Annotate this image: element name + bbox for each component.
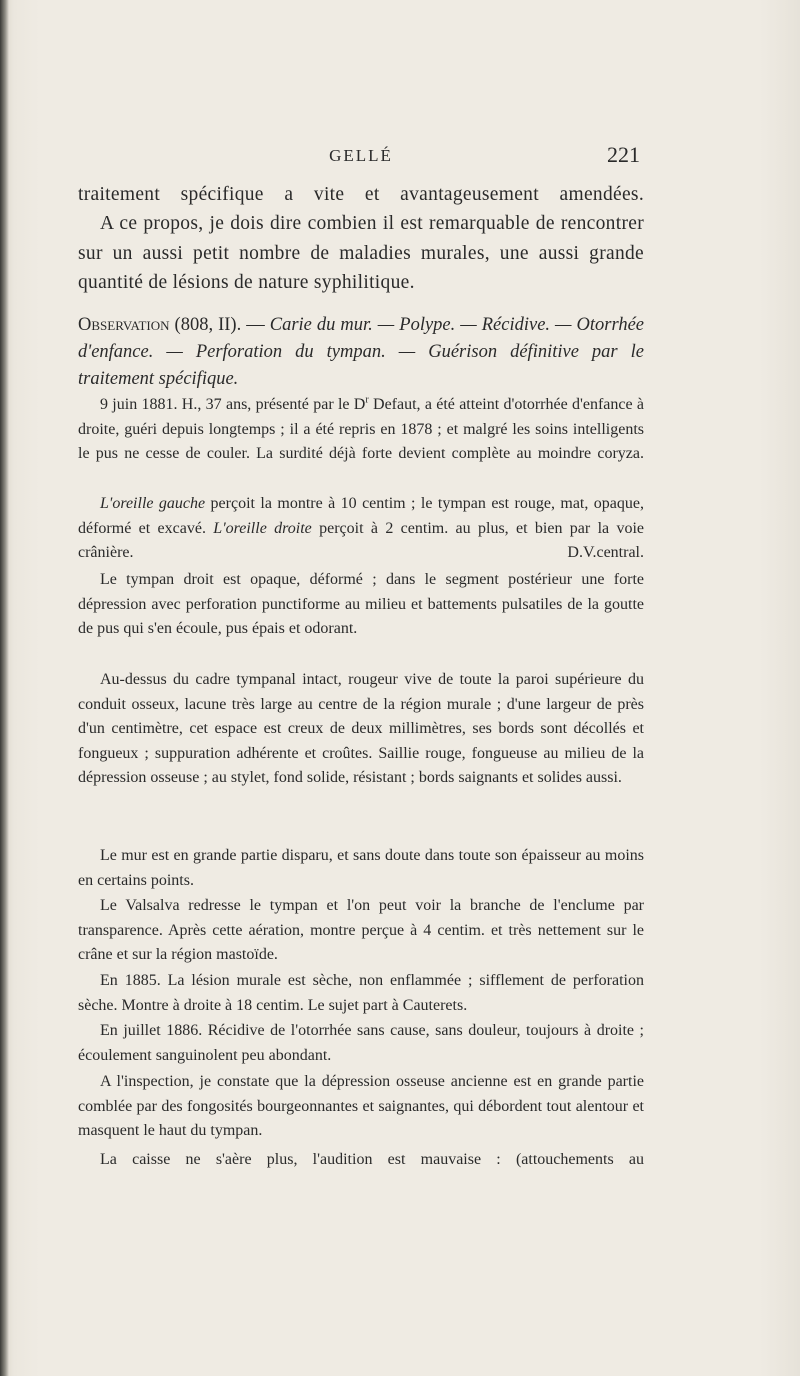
paragraph-7: En 1885. La lésion murale est sèche, non enflammée ; sifflement de perforation sèche. Montre à droite à 18 centim. Le sujet part à Cauterets. [78,972,644,1014]
observation-heading [78,312,644,393]
p1-text-a: 9 juin 1881. H., 37 ans, présenté par le D [100,396,366,413]
p2-text-b: perçoit à 2 centim. au plus, et bien par la voie crânière. D.V.central. [78,519,644,562]
paragraph-5: Le mur est en grande partie disparu, et sans doute dans toute son épaisseur au moins en certains points. [78,847,644,889]
left-ear-label: L'oreille gauche [100,495,206,512]
paragraph-9: A l'inspection, je constate que la dépression osseuse ancienne est en grande partie comblée par des fongosités bourgeonnantes et saignantes, qui débordent tout alentour et masquent le haut du tympan. [78,1073,644,1140]
book-spine-edge [0,0,9,1376]
observation-label: Observation [78,315,170,335]
observation-ref: (808, II). — [169,315,270,335]
intro-paragraph: A ce propos, je dois dire combien il est remarquable de rencontrer sur un aussi petit nombre de maladies murales, une aussi grande quantité de lésions de nature syphilitique. [78,213,644,293]
paragraph-3: Le tympan droit est opaque, déformé ; dans le segment postérieur une forte dépression avec perforation punctiforme au milieu et battements pulsatiles de la goutte de pus qui s'en écoule, pus épais et odorant. [78,571,644,638]
right-ear-label: L'oreille droite [213,519,312,537]
p2-text-a: perçoit la montre à 10 centim ; le tympan est rouge, mat, opaque, déformé et excavé. [78,495,644,537]
paragraph-4: Au-dessus du cadre tympanal intact, rougeur vive de toute la paroi supérieure du conduit osseux, lacune très large au centre de la région murale ; d'une largeur de près d'un centimètre, cet espace est creux de deux millimètres, ses bords sont décollés et fongueux ; suppuration adhérente et croûtes. Saillie rouge, fongueuse au milieu de la dépression osseuse ; au stylet, fond solide, résistant ; bords saignants et solides aussi. [78,671,644,787]
page-header [78,144,644,170]
doctor-superscript: r [365,394,369,406]
paragraph-6: Le Valsalva redresse le tympan et l'on peut voir la branche de l'enclume par transparence. Après cette aération, montre perçue à 4 centim. et très nettement sur le crâne et sur la région mastoïde. [78,897,644,964]
observation-title: Carie du mur. — Polype. — Récidive. — Otorrhée d'enfance. — Perforation du tympan. — Guérison définitive par le traitement spécifique. [78,315,644,389]
page-number: 221 [607,142,640,167]
p1-text-b: Defaut, a été atteint d'otorrhée d'enfance à droite, guéri depuis longtemps ; il a été repris en 1878 ; et malgré les soins intelligents le pus ne cesse de couler. La surdité déjà forte devient complète au moindre coryza. [78,396,645,463]
intro-line: traitement spécifique a vite et avantageusement amendées. [78,184,644,205]
running-head: GELLÉ [329,146,393,165]
paragraph-2 [78,492,644,566]
paragraph-1 [78,393,644,467]
paragraph-8: En juillet 1886. Récidive de l'otorrhée sans cause, sans douleur, toujours à droite ; écoulement sanguinolent peu abondant. [78,1022,644,1064]
paragraph-10: La caisse ne s'aère plus, l'audition est mauvaise : (attouchements au [100,1151,644,1168]
